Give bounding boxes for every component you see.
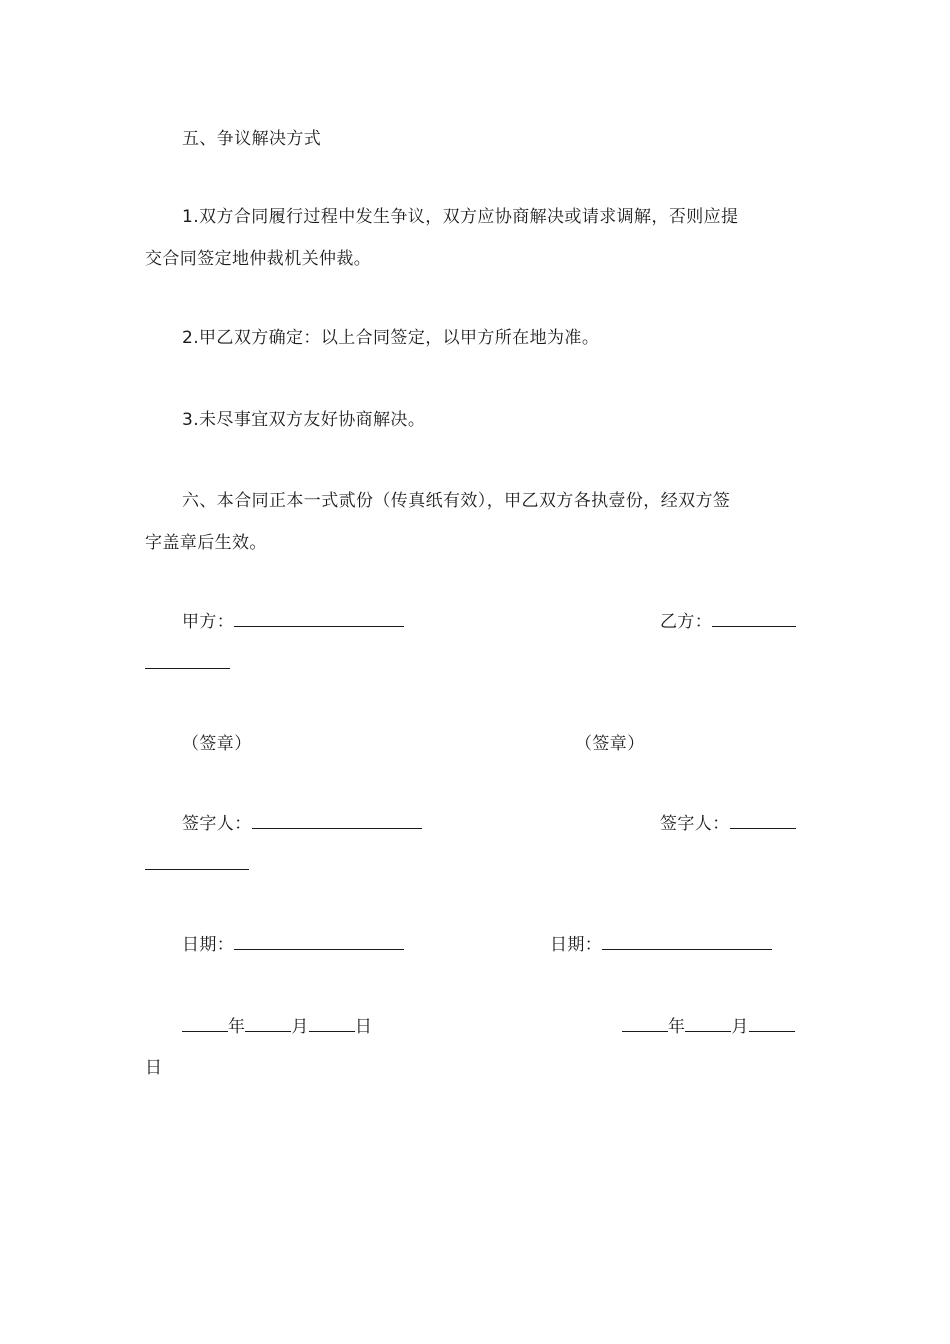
signer-b-row [660,812,796,835]
signer-b-blank [730,812,796,829]
ymd-a-row [182,1015,372,1038]
signer-b-label: 签字人： [660,814,730,834]
month-a-label: 月 [291,1017,309,1037]
party-b-blank [712,610,796,627]
day-b-blank [749,1015,795,1032]
party-a-row [182,610,404,633]
party-b-blank-continued [145,652,230,669]
section-6-line-1: 六、本合同正本一式贰份（传真纸有效），甲乙双方各执壹份，经双方签 [182,491,731,511]
year-b-blank [622,1015,668,1032]
month-b-label: 月 [731,1017,749,1037]
seal-a: （签章） [182,734,252,754]
section-5-heading: 五、争议解决方式 [182,129,322,149]
month-a-blank [245,1015,291,1032]
day-a-blank [309,1015,355,1032]
party-b-blank-continued-row [145,652,230,675]
signer-a-label: 签字人： [182,814,252,834]
day-b-label: 日 [145,1058,163,1078]
signer-b-blank-continued [145,853,249,870]
section-5-item-1-line-1: 1.双方合同履行过程中发生争议，双方应协商解决或请求调解，否则应提 [182,207,739,227]
day-a-label: 日 [354,1017,373,1037]
date-b-label: 日期： [550,935,603,955]
month-b-blank [685,1015,731,1032]
section-5-item-2: 2.甲乙双方确定：以上合同签定，以甲方所在地为准。 [182,328,600,348]
section-5-item-1-line-2: 交合同签定地仲裁机关仲裁。 [145,249,372,269]
party-a-label: 甲方： [182,612,235,632]
date-b-row [550,933,772,956]
signer-b-blank-continued-row [145,853,249,876]
year-a-blank [182,1015,228,1032]
ymd-b-row [622,1015,795,1038]
party-b-row [660,610,796,633]
party-a-blank [234,610,404,627]
year-b-label: 年 [668,1017,686,1037]
date-a-row [182,933,404,956]
signer-a-blank [252,812,422,829]
section-6-line-2: 字盖章后生效。 [145,533,267,553]
date-b-blank [602,933,772,950]
section-5-item-3: 3.未尽事宜双方友好协商解决。 [182,410,426,430]
date-a-label: 日期： [182,935,235,955]
year-a-label: 年 [228,1017,246,1037]
seal-b: （签章） [575,734,645,754]
party-b-label: 乙方： [660,612,713,632]
signer-a-row [182,812,422,835]
date-a-blank [234,933,404,950]
